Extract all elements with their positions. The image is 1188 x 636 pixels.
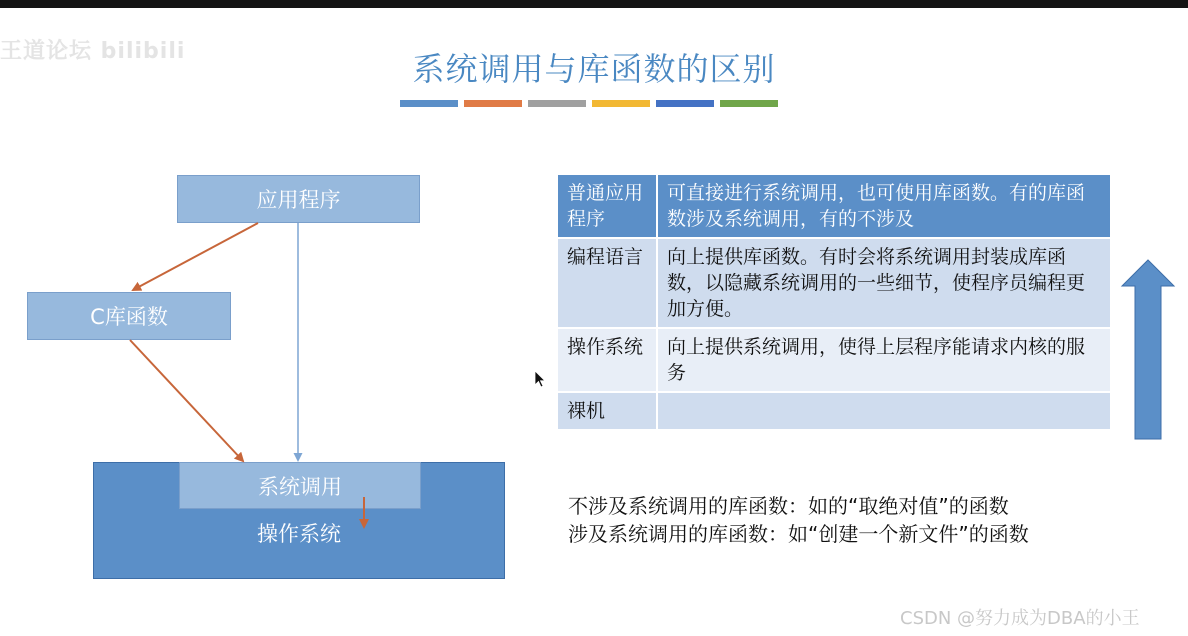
syscall-box [179, 462, 421, 509]
syscall-box-label: 系统调用 [258, 474, 342, 499]
strip-segment-4 [592, 100, 650, 107]
note-line-2: 涉及系统调用的库函数：如“创建一个新文件”的函数 [568, 522, 1029, 546]
table-cell-level: 操作系统 [558, 328, 657, 392]
clib-box [27, 292, 231, 340]
table-cell-desc: 向上提供库函数。有时会将系统调用封装成库函数，以隐藏系统调用的一些细节，使程序员编程更加方便。 [657, 238, 1110, 328]
comparison-table [558, 175, 1110, 431]
table-row [558, 328, 1110, 392]
top-bar [0, 0, 1188, 8]
strip-segment-5 [656, 100, 714, 107]
arrow-clib-to-syscall [130, 340, 243, 461]
table-cell-desc: 向上提供系统调用，使得上层程序能请求内核的服务 [657, 328, 1110, 392]
big-up-arrow-icon [1122, 260, 1174, 439]
csdn-credit: CSDN @努力成为DBA的小王 [900, 608, 1140, 629]
clib-box-label: C库函数 [90, 305, 168, 329]
table-row [558, 392, 1110, 430]
table-row [558, 238, 1110, 328]
strip-segment-1 [400, 100, 458, 107]
os-box-label: 操作系统 [257, 522, 341, 546]
color-strip [400, 100, 778, 108]
mouse-cursor-icon [535, 371, 547, 389]
strip-segment-2 [464, 100, 522, 107]
watermark-logo: 王道论坛 bilibili [0, 39, 186, 64]
table-cell-level: 编程语言 [558, 238, 657, 328]
note-line-1: 不涉及系统调用的库函数：如的“取绝对值”的函数 [568, 494, 1009, 518]
table-cell-desc [657, 392, 1110, 430]
table-row [558, 175, 1110, 238]
app-box [177, 175, 420, 223]
slide-title: 系统调用与库函数的区别 [412, 50, 776, 88]
strip-segment-6 [720, 100, 778, 107]
strip-segment-3 [528, 100, 586, 107]
arrow-app-to-clib [133, 223, 258, 290]
table-cell-desc: 可直接进行系统调用，也可使用库函数。有的库函数涉及系统调用，有的不涉及 [657, 175, 1110, 238]
table-cell-level: 裸机 [558, 392, 657, 430]
table-cell-level: 普通应用程序 [558, 175, 657, 238]
app-box-label: 应用程序 [256, 188, 341, 212]
